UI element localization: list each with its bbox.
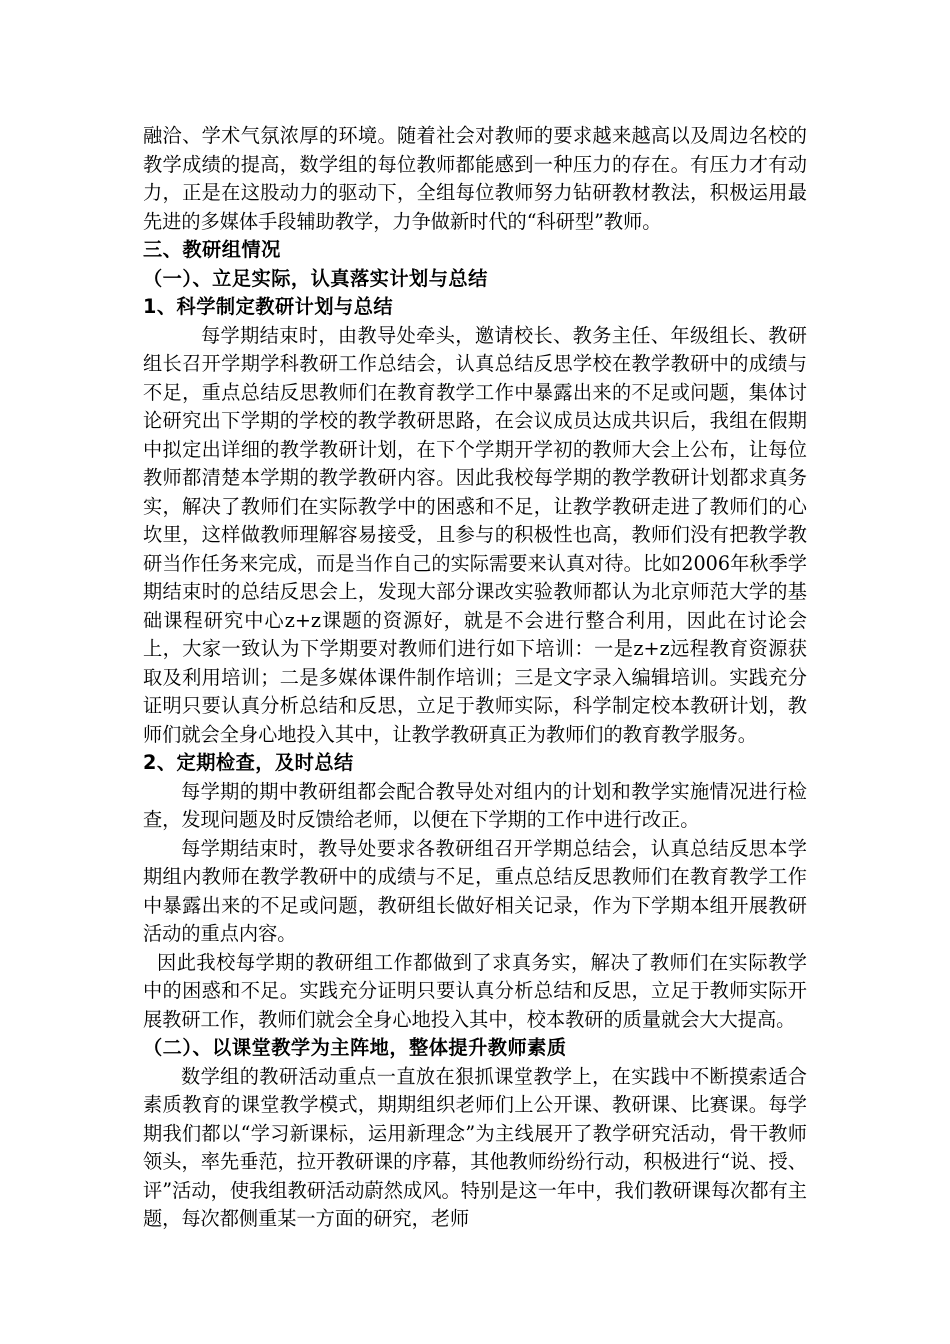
item-1-heading: 1、科学制定教研计划与总结 [143,295,394,318]
item-2-heading: 2、定期检查，及时总结 [143,751,354,774]
item-1-paragraph: 每学期结束时，由教导处牵头，邀请校长、教务主任、年级组长、教研组长召开学期学科教研工作总结会，认真总结反思学校在教学教研中的成绩与不足，重点总结反思教师们在教育教学工作中暴露出来的不足或问题，集体讨论研究出下学期的学校的教学教研思路，在会议成员达成共识后，我组在假期中拟定出详细的教学教研计划，在下个学期开学初的教师大会上公布，让每位教师都清楚本学期的教学教研内容。因此我校每学期的教学教研计划都求真务实，解决了教师们在实际教学中的困惑和不足，让教学教研走进了教师们的心坎里，这样做教师理解容易接受，且参与的积极性也高，教师们没有把教学教研当作任务来完成，而是当作自己的实际需要来认真对待。比如2006年秋季学期结束时的总结反思会上，发现大部分课改实验教师都认为北京师范大学的基础课程研究中心z+z课题的资源好，就是不会进行整合利用，因此在讨论会上，大家一致认为下学期要对教师们进行如下培训：一是z+z远程教育资源获取及利用培训；二是多媒体课件制作培训；三是文字录入编辑培训。实践充分证明只要认真分析总结和反思，立足于教师实际，科学制定校本教研计划，教师们就会全身心地投入其中，让教学教研真正为教师们的教育教学服务。 [143,323,807,746]
document-page [143,122,807,1234]
section-3-heading: 三、教研组情况 [143,238,281,261]
intro-paragraph: 融洽、学术气氛浓厚的环境。随着社会对教师的要求越来越高以及周边名校的教学成绩的提高，数学组的每位教师都能感到一种压力的存在。有压力才有动力，正是在这股动力的驱动下，全组每位教师努力钻研教材教法，积极运用最先进的多媒体手段辅助教学，力争做新时代的“科研型”教师。 [143,124,807,233]
subsection-2-paragraph: 数学组的教研活动重点一直放在狠抓课堂教学上，在实践中不断摸索适合素质教育的课堂教学模式，期期组织老师们上公开课、教研课、比赛课。每学期我们都以“学习新课标，运用新理念”为主线展开了教学研究活动，骨干教师领头，率先垂范，拉开教研课的序幕，其他教师纷纷行动，积极进行“说、授、评”活动，使我组教研活动蔚然成风。特别是这一年中，我们教研课每次都有主题，每次都侧重某一方面的研究，老师 [143,1064,807,1230]
item-2-paragraph-b: 每学期结束时，教导处要求各教研组召开学期总结会，认真总结反思本学期组内教师在教学教研中的成绩与不足，重点总结反思教师们在教育教学工作中暴露出来的不足或问题，教研组长做好相关记录，作为下学期本组开展教研活动的重点内容。 [143,836,807,945]
item-2-paragraph-a: 每学期的期中教研组都会配合教导处对组内的计划和教学实施情况进行检查，发现问题及时反馈给老师，以便在下学期的工作中进行改正。 [143,779,807,831]
subsection-1-heading: （一）、立足实际，认真落实计划与总结 [143,266,488,290]
subsection-2-heading: （二）、以课堂教学为主阵地，整体提升教师素质 [143,1036,567,1059]
item-2-paragraph-c: 因此我校每学期的教研组工作都做到了求真务实，解决了教师们在实际教学中的困惑和不足。实践充分证明只要认真分析总结和反思，立足于教师实际开展教研工作，教师们就会全身心地投入其中，校本教研的质量就会大大提高。 [143,950,807,1031]
